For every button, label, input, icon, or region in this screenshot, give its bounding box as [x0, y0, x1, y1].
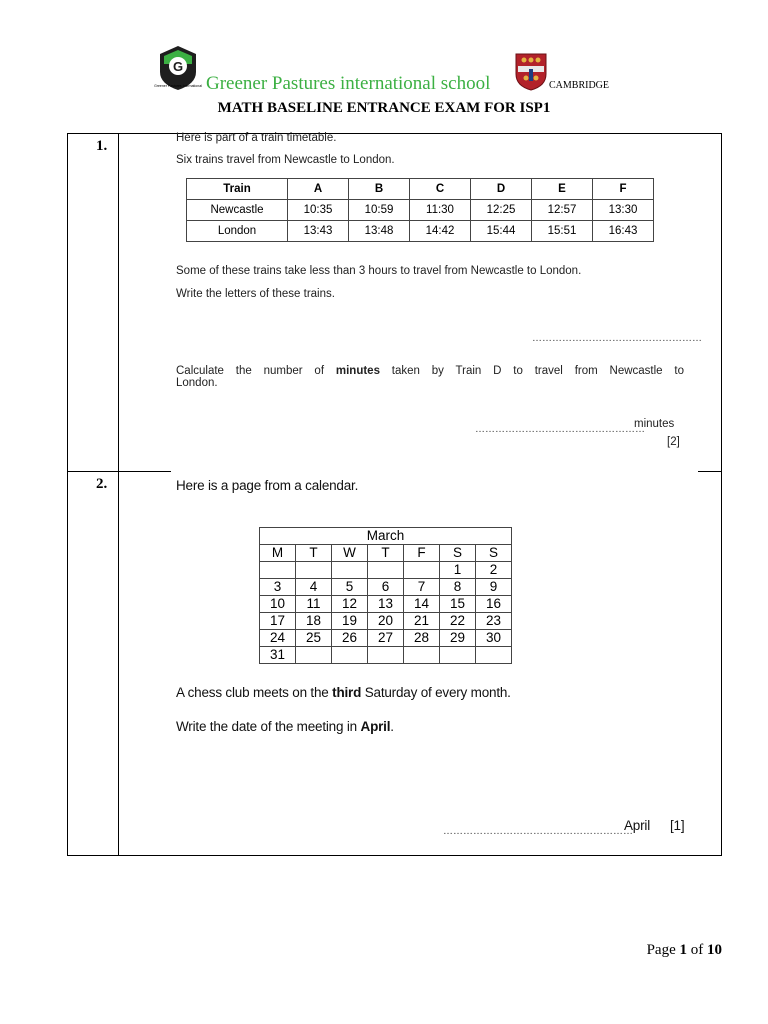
timetable-cell: 13:43 — [288, 221, 349, 242]
timetable-cell: 12:57 — [532, 200, 593, 221]
q1-part-a: Some of these trains take less than 3 hours to travel from Newcastle to London. — [176, 265, 582, 277]
calendar-date-cell: 27 — [368, 630, 404, 647]
school-name: Greener Pastures international school — [206, 73, 491, 94]
calendar-date-cell: 20 — [368, 613, 404, 630]
timetable-cell: 13:30 — [593, 200, 654, 221]
calendar-month: March — [260, 528, 512, 545]
calendar-date-cell: 9 — [476, 579, 512, 596]
q2-line2: Write the date of the meeting in April. — [176, 719, 394, 734]
calendar-date-cell: 13 — [368, 596, 404, 613]
answer-line-b[interactable]: …………………………………………… — [475, 424, 645, 435]
calendar-date-cell — [296, 562, 332, 579]
calendar-day-header: F — [404, 545, 440, 562]
timetable-header-row — [187, 179, 654, 200]
row-divider-right — [698, 471, 722, 472]
calendar-date-cell — [368, 562, 404, 579]
timetable-header-cell: A — [288, 179, 349, 200]
timetable-cell: 15:44 — [471, 221, 532, 242]
timetable-cell: 15:51 — [532, 221, 593, 242]
calendar-date-cell — [404, 562, 440, 579]
calendar-week-row — [260, 613, 512, 630]
calendar-date-cell — [332, 647, 368, 664]
calendar-week-row — [260, 596, 512, 613]
calendar-date-cell: 23 — [476, 613, 512, 630]
q2-marks: [1] — [670, 818, 685, 833]
calendar-date-cell — [260, 562, 296, 579]
q1-part-b-line2: London. — [176, 377, 218, 389]
calendar-date-cell — [476, 647, 512, 664]
timetable-cell: 16:43 — [593, 221, 654, 242]
calendar-day-header: W — [332, 545, 368, 562]
answer-unit-minutes: minutes — [634, 418, 675, 430]
q1-part-b-line1: Calculate the number of minutes taken by Train D to travel from Newcastle to — [176, 365, 684, 377]
calendar-week-row — [260, 630, 512, 647]
calendar-week-row — [260, 647, 512, 664]
calendar-date-cell — [404, 647, 440, 664]
question-number-1: 1. — [96, 138, 108, 154]
calendar-date-cell: 31 — [260, 647, 296, 664]
q1-intro: Here is part of a train timetable. — [176, 132, 337, 144]
logo-caption: Greener Pastures International — [154, 84, 202, 88]
calendar-date-cell: 18 — [296, 613, 332, 630]
cambridge-wordmark: CAMBRIDGE — [549, 80, 610, 91]
calendar-date-cell — [332, 562, 368, 579]
q2-line1: A chess club meets on the third Saturday of every month. — [176, 685, 511, 700]
calendar-date-cell: 3 — [260, 579, 296, 596]
calendar-days-row — [260, 545, 512, 562]
page-number: Page 1 of 10 — [646, 942, 722, 958]
calendar-date-cell: 25 — [296, 630, 332, 647]
calendar-date-cell: 4 — [296, 579, 332, 596]
answer-unit-april: April — [624, 818, 651, 833]
number-column-divider — [118, 133, 119, 856]
calendar-date-cell: 1 — [440, 562, 476, 579]
q1-marks: [2] — [667, 436, 680, 448]
train-timetable — [186, 178, 654, 242]
question-number-2: 2. — [96, 476, 108, 492]
calendar-day-header: M — [260, 545, 296, 562]
calendar-date-cell: 28 — [404, 630, 440, 647]
calendar-week-row — [260, 562, 512, 579]
timetable-cell: London — [187, 221, 288, 242]
march-calendar — [259, 527, 512, 664]
timetable-cell: 10:59 — [349, 200, 410, 221]
calendar-date-cell: 11 — [296, 596, 332, 613]
calendar-date-cell: 2 — [476, 562, 512, 579]
q2-intro: Here is a page from a calendar. — [176, 478, 359, 493]
calendar-date-cell: 21 — [404, 613, 440, 630]
timetable-cell: 12:25 — [471, 200, 532, 221]
calendar-date-cell: 6 — [368, 579, 404, 596]
calendar-day-header: S — [476, 545, 512, 562]
q1-line2: Six trains travel from Newcastle to London. — [176, 154, 395, 166]
calendar-date-cell: 19 — [332, 613, 368, 630]
cambridge-crest-icon — [514, 52, 548, 92]
timetable-header-cell: E — [532, 179, 593, 200]
exam-title: MATH BASELINE ENTRANCE EXAM FOR ISP1 — [217, 100, 551, 116]
calendar-date-cell: 15 — [440, 596, 476, 613]
calendar-date-cell — [296, 647, 332, 664]
calendar-date-cell: 5 — [332, 579, 368, 596]
calendar-date-cell: 10 — [260, 596, 296, 613]
timetable-cell: 10:35 — [288, 200, 349, 221]
calendar-day-header: S — [440, 545, 476, 562]
calendar-date-cell: 30 — [476, 630, 512, 647]
calendar-date-cell — [368, 647, 404, 664]
timetable-header-cell: Train — [187, 179, 288, 200]
calendar-date-cell: 26 — [332, 630, 368, 647]
timetable-cell: 11:30 — [410, 200, 471, 221]
timetable-header-cell: C — [410, 179, 471, 200]
calendar-date-cell: 17 — [260, 613, 296, 630]
timetable-cell: Newcastle — [187, 200, 288, 221]
calendar-day-header: T — [296, 545, 332, 562]
timetable-header-cell: B — [349, 179, 410, 200]
calendar-day-header: T — [368, 545, 404, 562]
calendar-date-cell: 8 — [440, 579, 476, 596]
answer-line-april[interactable]: ………………………………………………… — [443, 826, 633, 837]
calendar-week-row — [260, 579, 512, 596]
calendar-date-cell: 14 — [404, 596, 440, 613]
calendar-date-cell — [440, 647, 476, 664]
timetable-cell: 14:42 — [410, 221, 471, 242]
calendar-date-cell: 29 — [440, 630, 476, 647]
row-divider-left — [67, 471, 171, 472]
timetable-row — [187, 200, 654, 221]
calendar-date-cell: 7 — [404, 579, 440, 596]
timetable-row — [187, 221, 654, 242]
calendar-month-row — [260, 528, 512, 545]
calendar-date-cell: 12 — [332, 596, 368, 613]
q1-part-a-instruction: Write the letters of these trains. — [176, 288, 335, 300]
svg-text:G: G — [172, 59, 184, 74]
timetable-header-cell: D — [471, 179, 532, 200]
timetable-cell: 13:48 — [349, 221, 410, 242]
calendar-date-cell: 24 — [260, 630, 296, 647]
calendar-date-cell: 16 — [476, 596, 512, 613]
timetable-header-cell: F — [593, 179, 654, 200]
answer-line-a[interactable]: …………………………………………… — [532, 333, 702, 344]
calendar-date-cell: 22 — [440, 613, 476, 630]
